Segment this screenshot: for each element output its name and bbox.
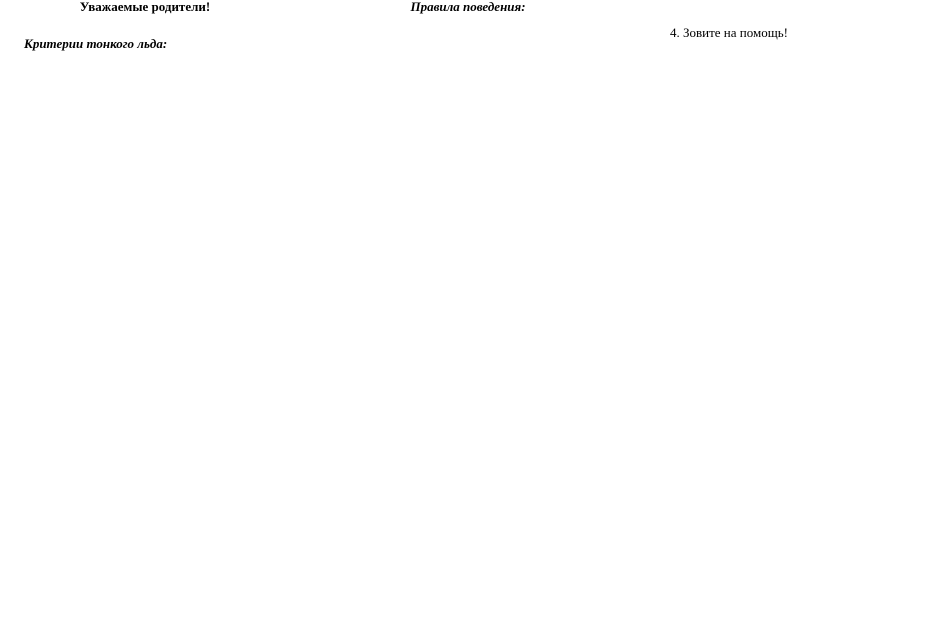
column-middle [322, 0, 616, 634]
column-left [0, 0, 292, 634]
column-right [646, 0, 938, 634]
rules-heading: Правила поведения: [410, 0, 526, 14]
step-item-4: 4. Зовите на помощь! [670, 25, 788, 40]
criteria-heading: Критерии тонкого льда: [24, 35, 168, 51]
column-title: Уважаемые родители! [79, 0, 211, 14]
